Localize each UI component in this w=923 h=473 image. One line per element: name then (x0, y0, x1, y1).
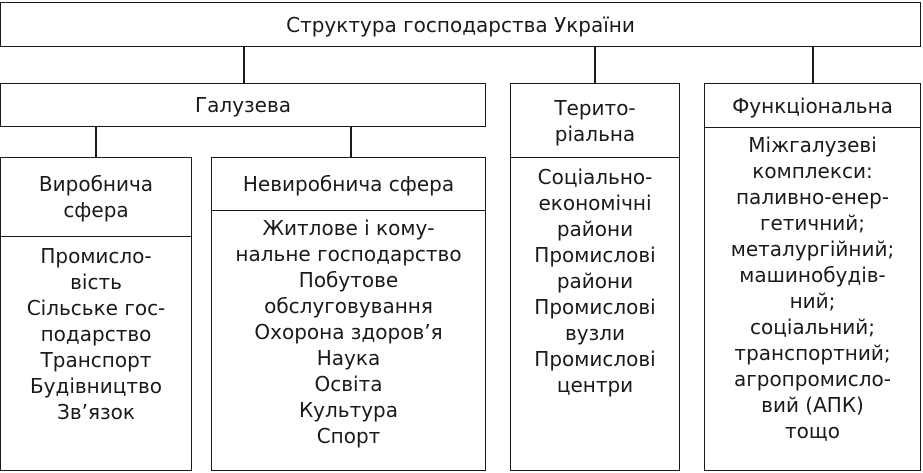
list-item: комплекси: (752, 159, 873, 183)
list-item: Будівництво (29, 374, 163, 398)
root-title: Структура господарства України (286, 12, 635, 37)
list-item: Охорона здоров’я (254, 320, 443, 344)
territorial-list (511, 158, 679, 398)
list-item: тощо (785, 419, 840, 443)
list-item: вузли (564, 321, 626, 345)
functional-title: Функціональна (732, 93, 893, 118)
list-item: транспортний; (734, 341, 891, 365)
list-item: обслуговування (264, 294, 433, 318)
functional-list (705, 128, 920, 444)
list-item: Промислові (534, 347, 656, 371)
connector-sectoral-production (95, 126, 97, 158)
list-item: гетичний; (759, 211, 866, 235)
list-item: Культура (298, 398, 399, 422)
territorial-title-line: ріальна (554, 121, 636, 146)
list-item: Спорт (316, 424, 381, 448)
list-item: металургійний; (730, 237, 895, 261)
list-item: Промислові (534, 243, 656, 267)
nonproduction-header (212, 158, 485, 211)
list-item: Побутове (298, 268, 399, 292)
list-item: нальне господарство (235, 242, 462, 266)
connector-root-functional (812, 46, 814, 84)
list-item: агропромисло- (733, 367, 892, 391)
production-header (1, 158, 191, 237)
list-item: Промисло- (40, 244, 152, 268)
list-item: Освіта (314, 372, 383, 396)
production-box (0, 157, 192, 471)
list-item: Зв’язок (57, 400, 135, 424)
nonproduction-list (212, 211, 485, 449)
list-item: подарство (40, 322, 152, 346)
list-item: економічні (538, 191, 652, 215)
territorial-title-line: Терито- (554, 95, 636, 120)
territorial-header (511, 84, 679, 158)
list-item: Соціально- (537, 165, 653, 189)
list-item: Житлове і кому- (262, 216, 435, 240)
list-item: Промислові (534, 295, 656, 319)
list-item: соціальний; (749, 315, 876, 339)
list-item: райони (556, 269, 634, 293)
functional-box (704, 83, 921, 471)
production-title-line: Виробнича (38, 172, 154, 196)
list-item: центри (556, 373, 634, 397)
nonproduction-box (211, 157, 486, 471)
connector-root-territorial (594, 46, 596, 84)
list-item: Міжгалузеві (748, 133, 877, 157)
list-item: Транспорт (40, 348, 152, 372)
list-item: ний; (789, 289, 836, 313)
root-box (0, 2, 921, 47)
list-item: райони (556, 217, 634, 241)
production-title-line: сфера (63, 198, 129, 222)
connector-root-sectoral (243, 46, 245, 84)
nonproduction-title: Невиробнича сфера (242, 172, 455, 196)
list-item: машинобудів- (739, 263, 886, 287)
list-item: вий (АПК) (761, 393, 864, 417)
sectoral-box (0, 83, 486, 127)
territorial-box (510, 83, 680, 471)
list-item: паливно-енер- (735, 185, 890, 209)
production-list (1, 237, 191, 425)
functional-header (705, 84, 920, 128)
list-item: Сільське гос- (26, 296, 166, 320)
sectoral-title: Галузева (194, 93, 292, 117)
list-item: вість (70, 270, 122, 294)
list-item: Наука (316, 346, 381, 370)
connector-sectoral-nonproduction (350, 126, 352, 158)
